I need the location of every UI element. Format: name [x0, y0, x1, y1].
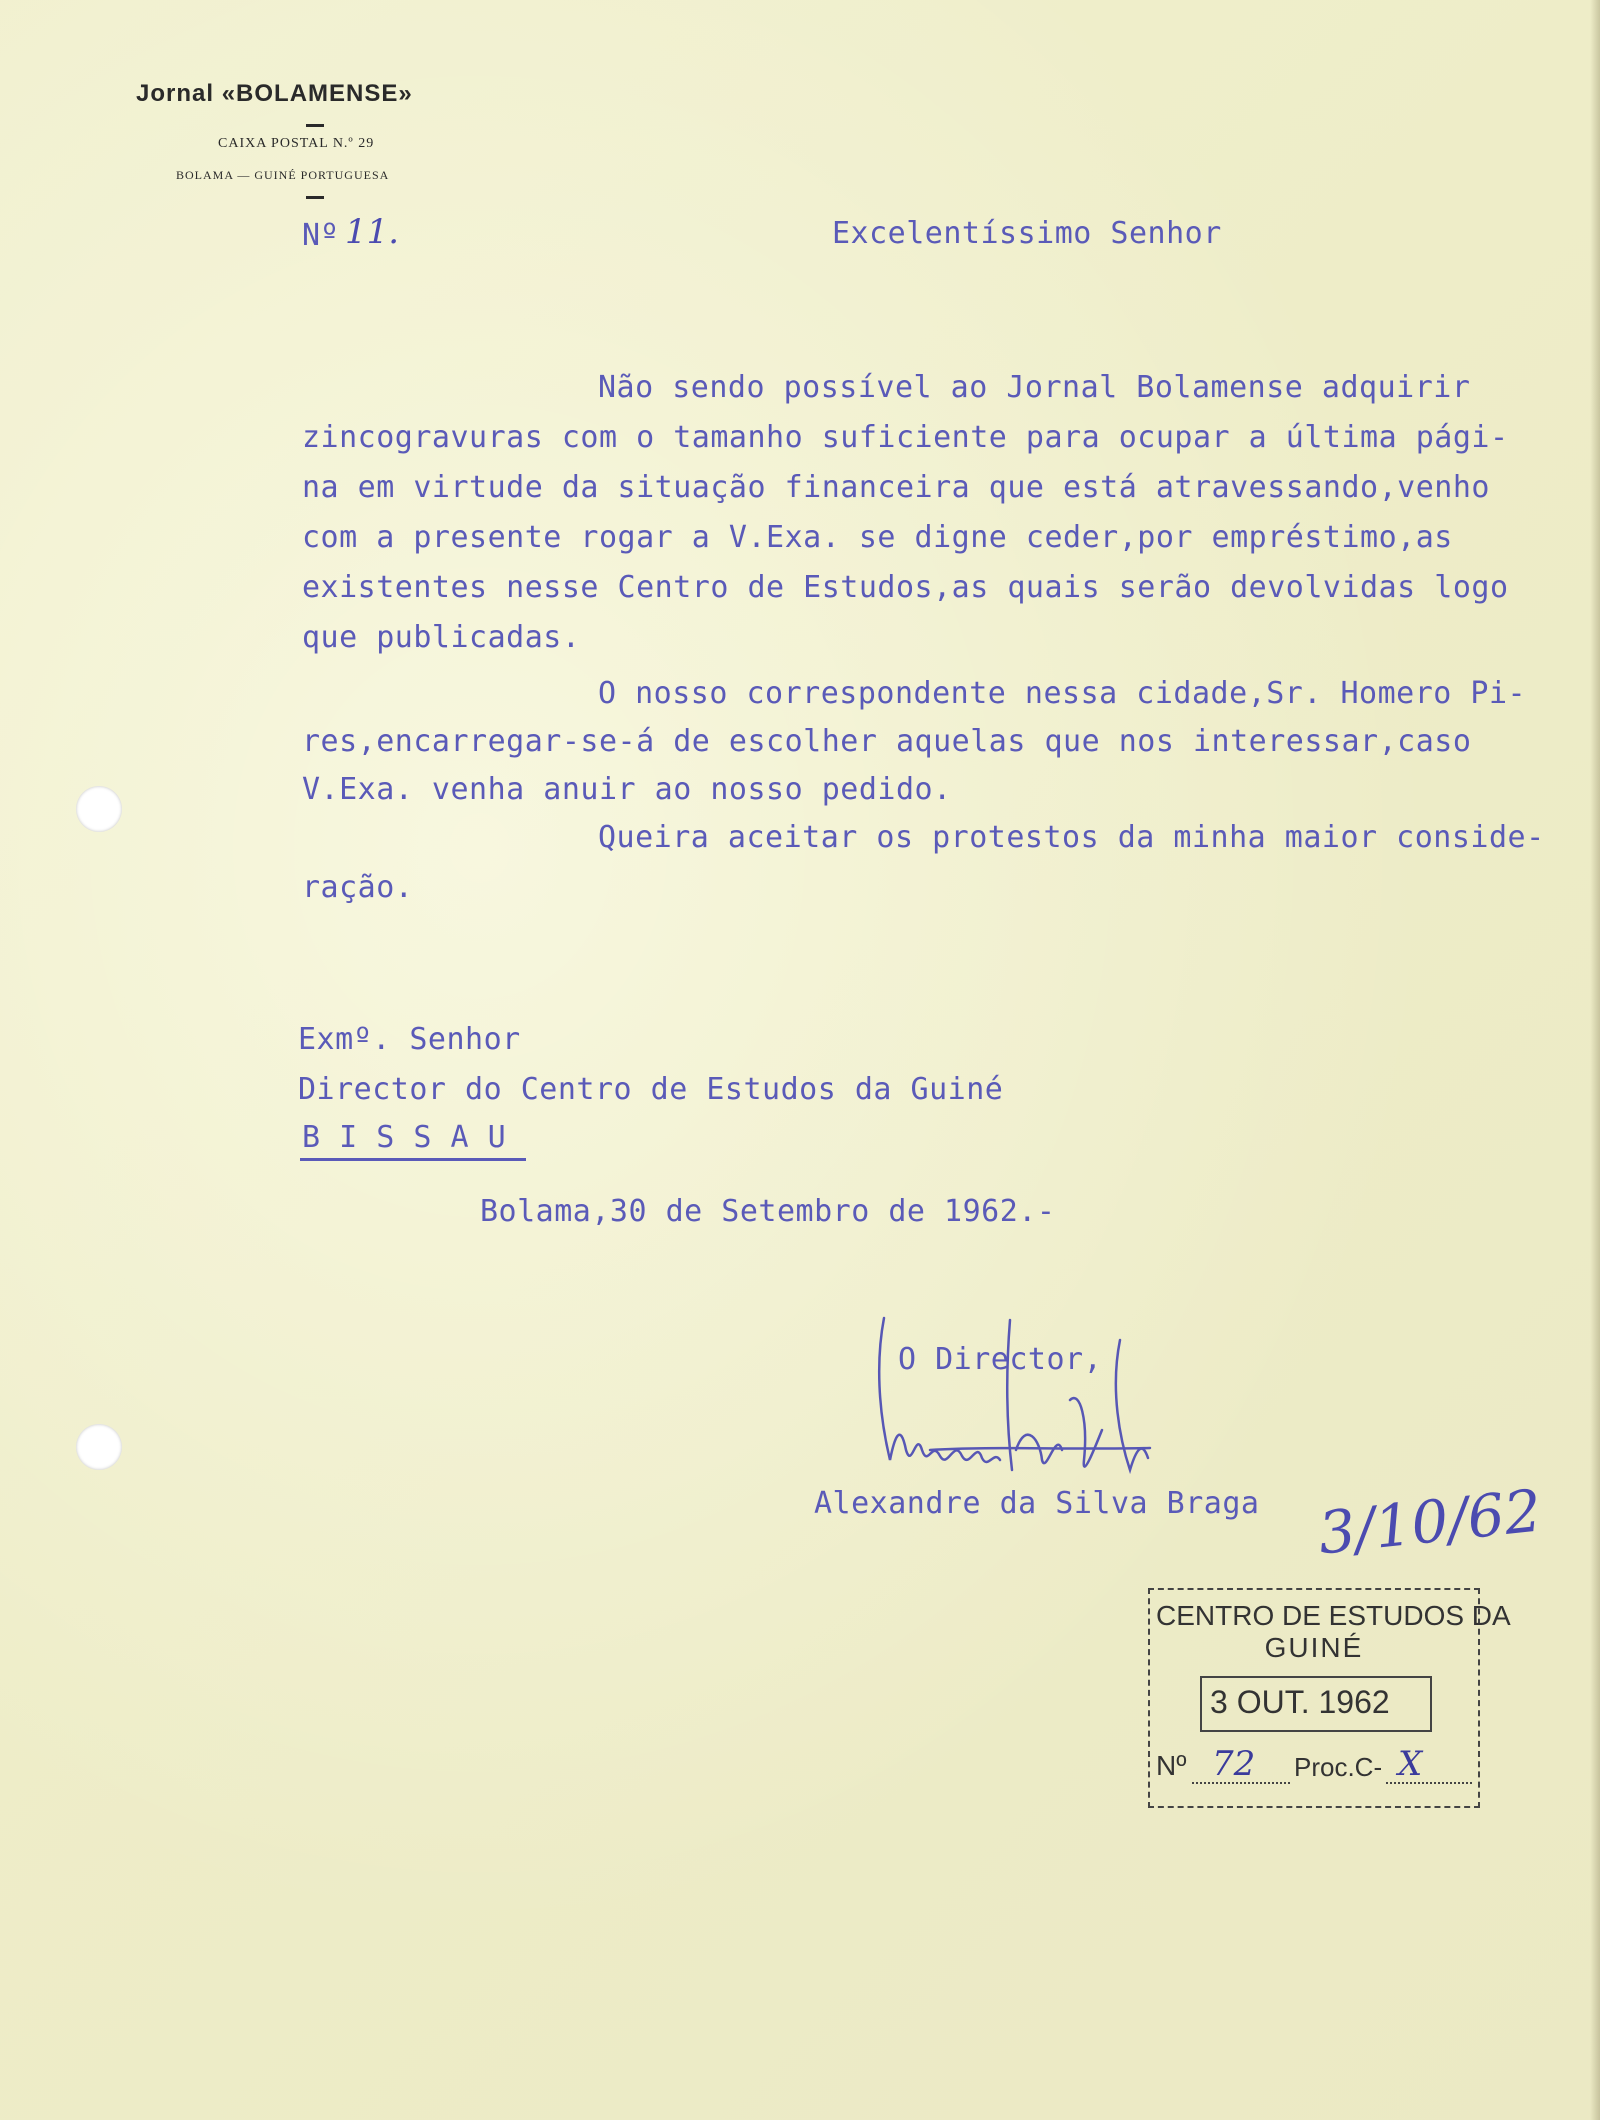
- letterhead-postal: CAIXA POSTAL N.º 29: [218, 136, 375, 151]
- body-line-10: Queira aceitar os protestos da minha maior conside-: [598, 820, 1545, 855]
- letterhead-divider: [306, 124, 324, 127]
- stamp-nr-label: Nº: [1156, 1750, 1187, 1781]
- city-underline: [300, 1158, 526, 1161]
- stamp-proc-dots: [1386, 1782, 1472, 1786]
- addressee-city: B I S S A U: [302, 1120, 507, 1155]
- letterhead-divider-2: [306, 196, 324, 199]
- body-line-11: ração.: [302, 870, 414, 905]
- body-line-2: zincogravuras com o tamanho suficiente para ocupar a última pági-: [302, 420, 1509, 455]
- body-line-4: com a presente rogar a V.Exa. se digne ceder,por empréstimo,as: [302, 520, 1453, 555]
- handwritten-date: 3/10/62: [1315, 1476, 1545, 1568]
- stamp-nr-value: 72: [1212, 1744, 1256, 1784]
- reference-number: 11.: [345, 212, 400, 252]
- closing-title: O Director,: [898, 1342, 1103, 1377]
- closing-name: Alexandre da Silva Braga: [814, 1486, 1260, 1521]
- stamp-proc-value: X: [1398, 1744, 1423, 1784]
- body-line-9: V.Exa. venha anuir ao nosso pedido.: [302, 772, 952, 807]
- body-line-8: res,encarregar-se-á de escolher aquelas que nos interessar,caso: [302, 724, 1472, 759]
- stamp-proc-label: Proc.C-: [1294, 1752, 1383, 1782]
- stamp-nr-dots: [1192, 1782, 1290, 1786]
- body-line-1: Não sendo possível ao Jornal Bolamense adquirir: [598, 370, 1471, 405]
- stamp-line-2: GUINÉ: [1264, 1632, 1364, 1663]
- page-edge-shadow: [1590, 0, 1600, 2120]
- letterhead-place: BOLAMA — GUINÉ PORTUGUESA: [176, 168, 390, 182]
- place-date: Bolama,30 de Setembro de 1962.-: [480, 1194, 1056, 1229]
- reference-label: Nº: [302, 218, 340, 253]
- receipt-stamp: [1148, 1588, 1511, 1808]
- body-line-6: que publicadas.: [302, 620, 581, 655]
- stamp-date: 3 OUT. 1962: [1210, 1684, 1390, 1720]
- body-line-3: na em virtude da situação financeira que está atravessando,venho: [302, 470, 1490, 505]
- stamp-line-1: CENTRO DE ESTUDOS DA: [1156, 1600, 1511, 1631]
- addressee-line-2: Director do Centro de Estudos da Guiné: [298, 1072, 1004, 1107]
- addressee-line-1: Exmº. Senhor: [298, 1022, 521, 1057]
- letterhead-name: Jornal «BOLAMENSE»: [136, 80, 413, 107]
- body-line-7: O nosso correspondente nessa cidade,Sr. Homero Pi-: [598, 676, 1527, 711]
- punch-hole-bottom: [76, 1424, 122, 1470]
- body-line-5: existentes nesse Centro de Estudos,as quais serão devolvidas logo: [302, 570, 1509, 605]
- handwritten-signature: [870, 1300, 1190, 1500]
- punch-hole-top: [76, 786, 122, 832]
- salutation: Excelentíssimo Senhor: [832, 216, 1222, 251]
